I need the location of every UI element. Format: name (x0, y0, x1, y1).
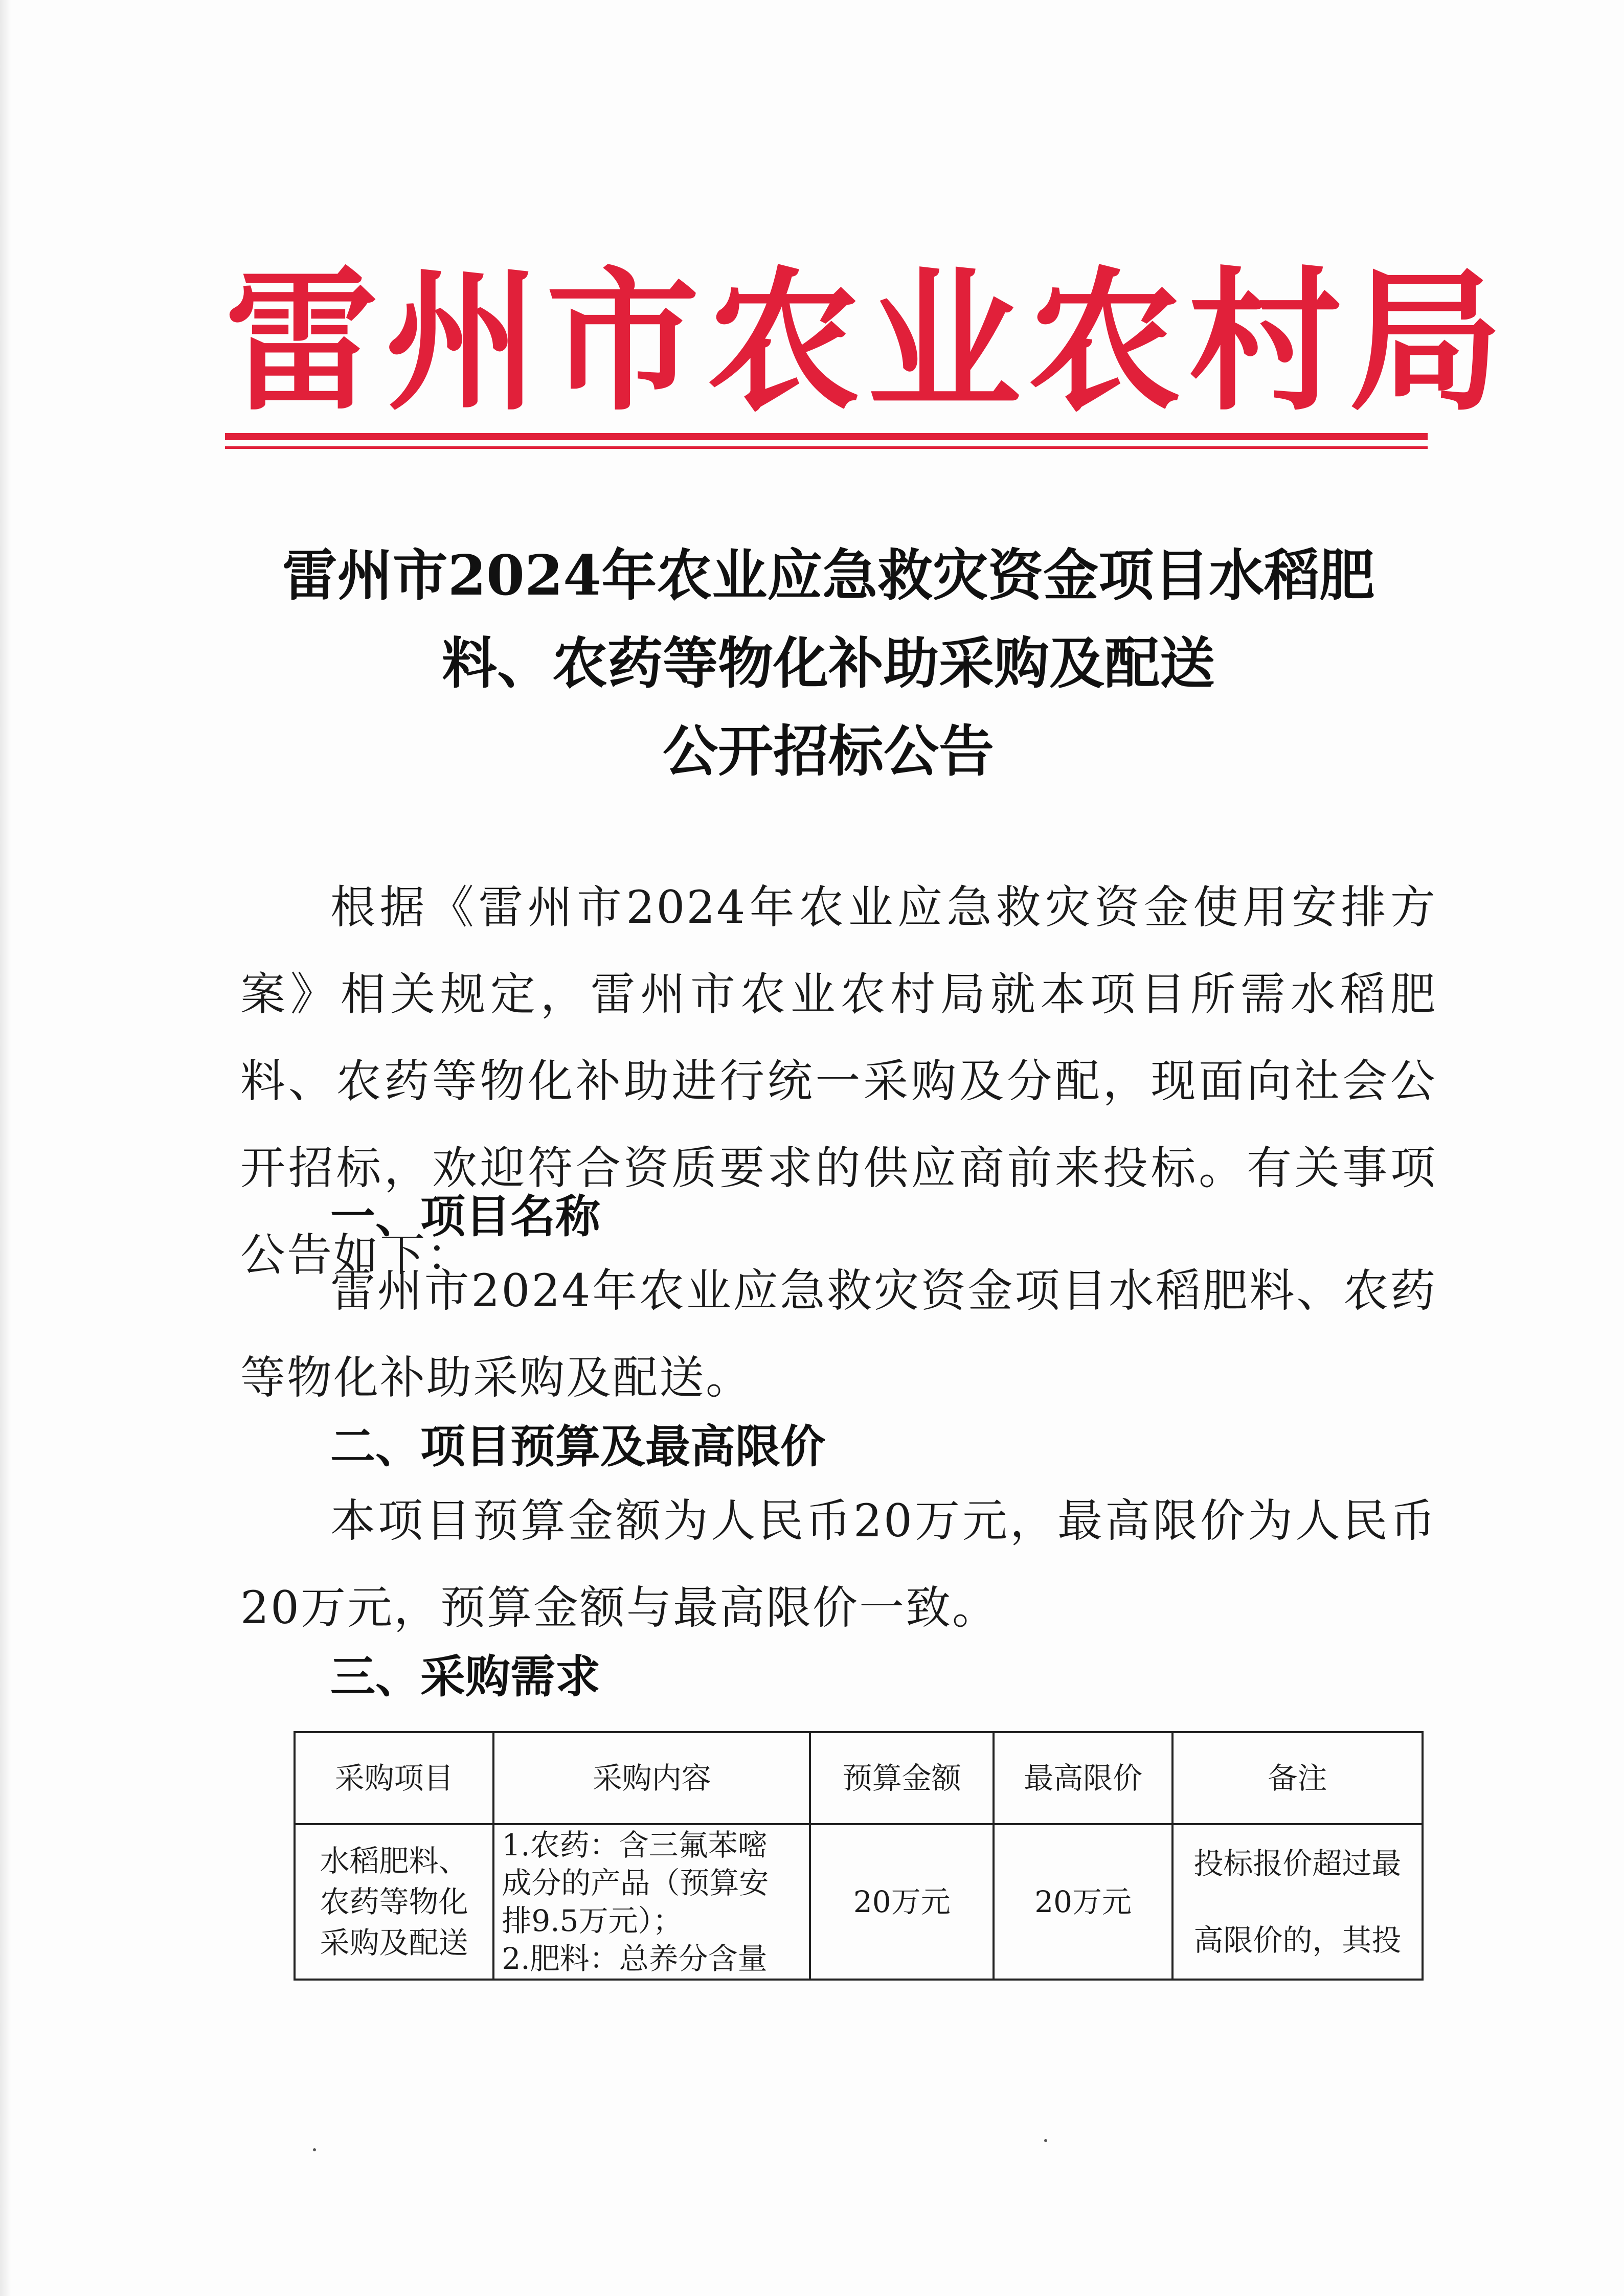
title-line-2: 料、农药等物化补助采购及配送 (441, 631, 1215, 696)
cell-budget: 20万元 (810, 1824, 994, 1980)
section-1-block (240, 1247, 1437, 1421)
cell-item-line: 水稻肥料、 (320, 1844, 468, 1878)
header-note: 备注 (1172, 1732, 1423, 1824)
cell-max-price: 20万元 (994, 1824, 1172, 1980)
title-line-1: 雷州市2024年农业应急救灾资金项目水稻肥 (282, 543, 1375, 608)
cell-note-line: 高限价的，其投 (1193, 1923, 1402, 1958)
cell-item-line: 采购及配送 (320, 1925, 468, 1960)
cell-content (493, 1824, 810, 1980)
section-3-heading: 三、采购需求 (330, 1650, 601, 1703)
cell-item-line: 农药等物化 (320, 1884, 468, 1919)
section-2-text: 本项目预算金额为人民币20万元，最高限价为人民币20万元，预算金额与最高限价一致。 (240, 1494, 1437, 1634)
header-item: 采购项目 (295, 1732, 493, 1824)
cell-content-line: 成分的产品（预算安 (502, 1866, 769, 1900)
table-row (295, 1824, 1423, 1980)
cell-content-line: 1.农药：含三氟苯嘧 (502, 1828, 768, 1862)
scan-edge-shadow (0, 0, 11, 2296)
section-2-heading: 二、项目预算及最高限价 (330, 1420, 826, 1473)
section-2-block (240, 1477, 1437, 1651)
header-max-price: 最高限价 (994, 1732, 1172, 1824)
header-content: 采购内容 (493, 1732, 810, 1824)
scan-speck (1044, 2139, 1047, 2142)
header-budget: 预算金额 (810, 1732, 994, 1824)
table-header-row (295, 1732, 1423, 1824)
cell-note-line: 投标报价超过最 (1193, 1846, 1402, 1881)
cell-note (1172, 1824, 1423, 1980)
procurement-table (294, 1731, 1424, 1981)
cell-content-line: 排9.5万元）； (502, 1903, 683, 1938)
document-title (215, 532, 1442, 795)
section-1-heading: 一、项目名称 (330, 1190, 601, 1243)
letterhead-red-rule-thin (225, 446, 1428, 449)
letterhead-red-rule (225, 433, 1428, 440)
title-line-3: 公开招标公告 (662, 719, 994, 784)
cell-content-line: 2.肥料：总养分含量 (502, 1941, 768, 1976)
section-1-text: 雷州市2024年农业应急救灾资金项目水稻肥料、农药等物化补助采购及配送。 (240, 1264, 1437, 1404)
cell-item (295, 1824, 493, 1980)
intro-paragraph: 根据《雷州市2024年农业应急救灾资金使用安排方案》相关规定，雷州市农业农村局就本项目所需水稻肥料、农药等物化补助进行统一采购及分配，现面向社会公开招标，欢迎符合资质要求的供应商前来投标。有关事项公告如下： (240, 881, 1437, 1281)
letterhead-org-name: 雷州市农业农村局 (225, 253, 1509, 431)
scan-speck (313, 2148, 316, 2151)
